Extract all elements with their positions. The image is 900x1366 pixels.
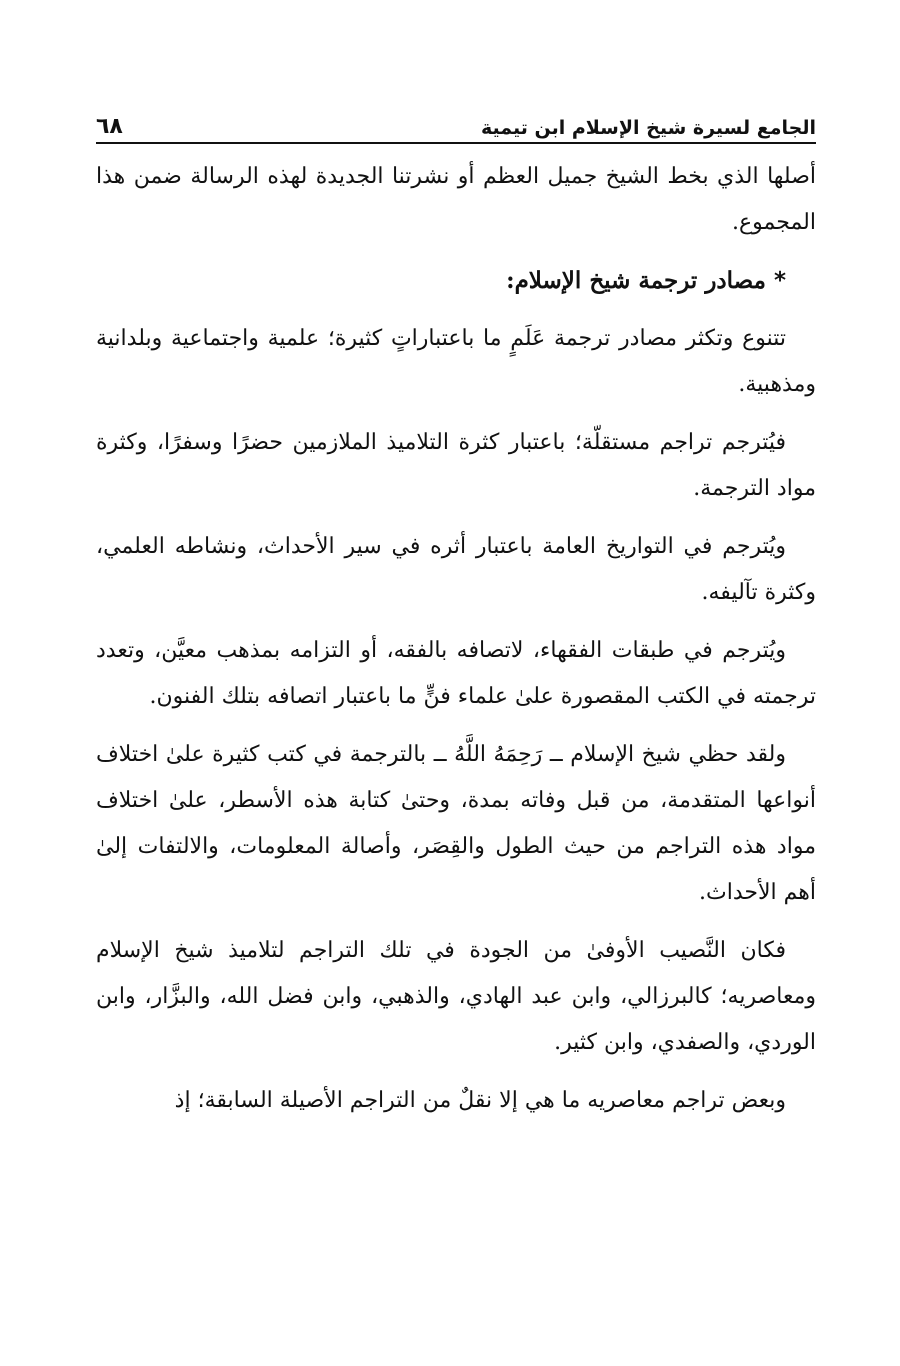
paragraph: تتنوع وتكثر مصادر ترجمة عَلَمٍ ما باعتباراتٍ كثيرة؛ علمية واجتماعية وبلدانية ومذهبية. [96,326,816,397]
section-heading-text: مصادر ترجمة شيخ الإسلام: [506,267,766,294]
paragraph: وبعض تراجم معاصريه ما هي إلا نقلٌ من التراجم الأصيلة السابقة؛ إذ [174,1088,786,1113]
body-text [96,154,816,1124]
page-number: ٦٨ [96,114,123,139]
book-title: الجامع لسيرة شيخ الإسلام ابن تيمية [480,117,816,139]
book-page [96,100,816,1300]
section-heading [96,258,816,304]
paragraph: ويُترجم في طبقات الفقهاء، لاتصافه بالفقه، أو التزامه بمذهب معيَّن، وتعدد ترجمته في الكتب المقصورة علىٰ علماء فنٍّ ما باعتبار اتصافه بتلك الفنون. [96,638,816,709]
paragraph: فكان النَّصيب الأوفىٰ من الجودة في تلك التراجم لتلاميذ شيخ الإسلام ومعاصريه؛ كالبرزالي، وابن عبد الهادي، والذهبي، وابن فضل الله، والبزَّار، وابن الوردي، والصفدي، وابن كثير. [96,938,816,1055]
paragraph: ولقد حظي شيخ الإسلام ــ رَحِمَهُ اللَّهُ ــ بالترجمة في كتب كثيرة علىٰ اختلاف أنواعها المتقدمة، من قبل وفاته بمدة، وحتىٰ كتابة هذه الأسطر، علىٰ اختلاف مواد هذه التراجم من حيث الطول والقِصَر، وأصالة المعلومات، والالتفات إلىٰ أهم الأحداث. [96,742,816,905]
paragraph: فيُترجم تراجم مستقلّة؛ باعتبار كثرة التلاميذ الملازمين حضرًا وسفرًا، وكثرة مواد الترجمة. [96,430,816,501]
asterisk-icon: * [773,268,786,294]
running-header [96,100,816,144]
paragraph: ويُترجم في التواريخ العامة باعتبار أثره في سير الأحداث، ونشاطه العلمي، وكثرة تآليفه. [96,534,816,605]
intro-continuation-paragraph: أصلها الذي بخط الشيخ جميل العظم أو نشرتنا الجديدة لهذه الرسالة ضمن هذا المجموع. [96,164,816,235]
